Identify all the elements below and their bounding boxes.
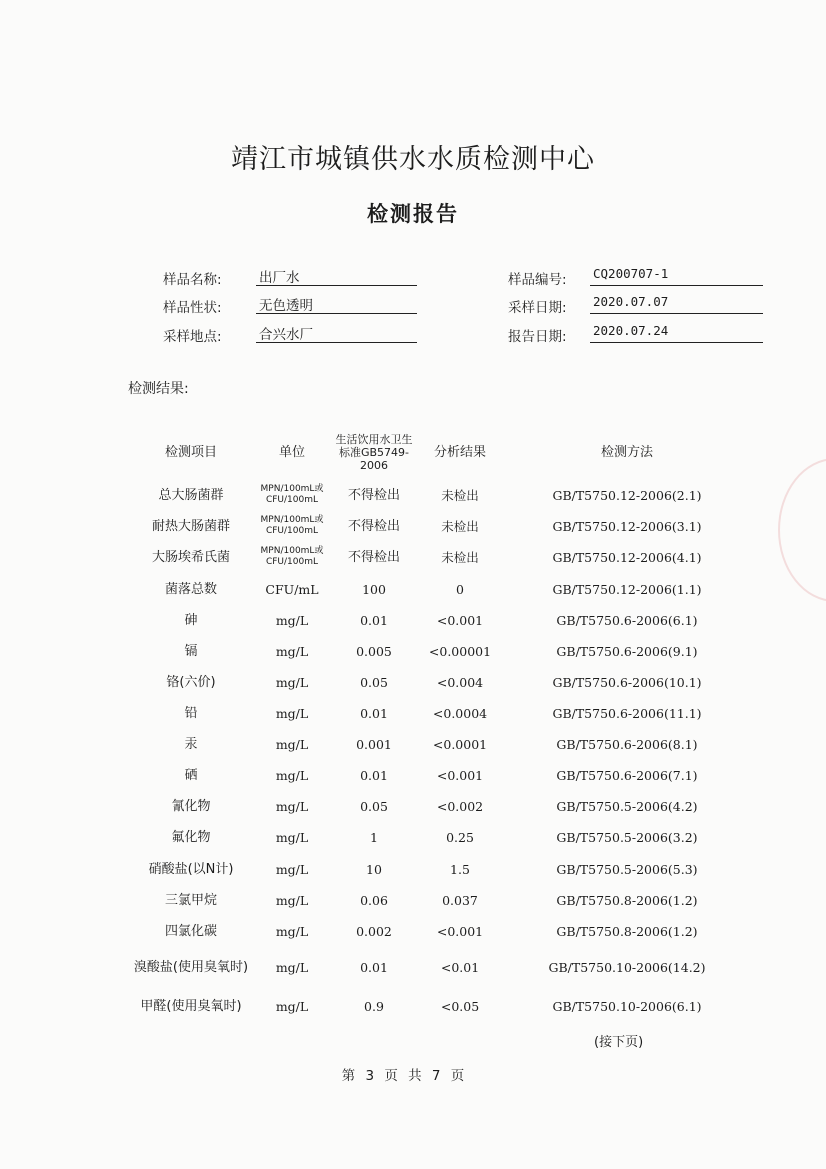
sample-name-value: 出厂水 [256,266,417,286]
cell-result: 0 [456,581,464,597]
cell-unit: mg/L [275,998,309,1014]
cell-unit: MPN/100mL或CFU/100mL [260,484,324,505]
cell-standard: 不得检出 [347,518,400,534]
cell-unit: MPN/100mL或CFU/100mL [260,515,324,536]
cell-standard: 0.05 [360,798,388,814]
cell-standard: 0.01 [360,767,388,783]
header-method: 检测方法 [600,444,653,460]
cell-item: 镉 [184,643,198,659]
cell-method: GB/T5750.6-2006(10.1) [552,674,702,690]
cell-result: 0.25 [446,829,474,845]
cell-item: 汞 [184,736,198,752]
cell-standard: 0.01 [360,705,388,721]
continued-note: (接下页) [594,1035,644,1050]
cell-unit: mg/L [275,798,309,814]
cell-method: GB/T5750.10-2006(14.2) [548,959,706,975]
cell-standard: 0.05 [360,674,388,690]
cell-method: GB/T5750.6-2006(9.1) [556,643,698,659]
cell-standard: 0.9 [364,998,384,1014]
cell-standard: 100 [362,581,386,597]
cell-result: 未检出 [441,487,479,503]
cell-unit: mg/L [275,767,309,783]
cell-standard: 不得检出 [347,487,400,503]
cell-unit: mg/L [275,959,309,975]
sampling-location-label: 采样地点: [163,329,222,345]
cell-item: 氟化物 [171,829,211,845]
cell-unit: mg/L [275,829,309,845]
cell-item: 四氯化碳 [164,923,217,939]
cell-result: <0.001 [436,923,484,939]
cell-method: GB/T5750.12-2006(4.1) [552,549,702,565]
cell-item: 硒 [184,767,198,783]
cell-result: <0.0004 [432,705,488,721]
cell-unit: mg/L [275,674,309,690]
cell-standard: 0.005 [356,643,392,659]
cell-standard: 0.01 [360,612,388,628]
cell-item: 硝酸盐(以N计) [148,861,234,877]
cell-standard: 0.002 [356,923,392,939]
cell-item: 氰化物 [171,798,211,814]
header-unit: 单位 [278,444,305,460]
seal-stamp [778,458,826,602]
organization-name: 靖江市城镇供水水质检测中心 [231,144,595,175]
sample-number-value: CQ200707-1 [590,266,763,286]
cell-standard: 0.001 [356,736,392,752]
cell-unit: mg/L [275,643,309,659]
cell-standard: 0.06 [360,892,388,908]
cell-result: <0.0001 [432,736,488,752]
cell-standard: 1 [370,829,378,845]
sampling-date-label: 采样日期: [508,300,567,316]
cell-unit: mg/L [275,736,309,752]
cell-unit: mg/L [275,612,309,628]
header-item: 检测项目 [164,444,217,460]
cell-unit: mg/L [275,705,309,721]
cell-unit: mg/L [275,892,309,908]
page-number: 第 3 页 共 7 页 [341,1068,465,1084]
cell-result: 1.5 [450,861,470,877]
cell-unit: MPN/100mL或CFU/100mL [260,546,324,567]
cell-unit: CFU/mL [265,581,319,597]
cell-method: GB/T5750.6-2006(8.1) [556,736,698,752]
cell-result: <0.002 [436,798,484,814]
cell-result: 0.037 [442,892,478,908]
cell-method: GB/T5750.8-2006(1.2) [556,892,698,908]
cell-result: 未检出 [441,518,479,534]
cell-method: GB/T5750.6-2006(7.1) [556,767,698,783]
cell-result: <0.001 [436,612,484,628]
cell-item: 耐热大肠菌群 [151,518,230,534]
cell-result: <0.01 [440,959,480,975]
cell-method: GB/T5750.12-2006(2.1) [552,487,702,503]
cell-item: 三氯甲烷 [164,892,217,908]
cell-method: GB/T5750.6-2006(11.1) [552,705,702,721]
sampling-date-value: 2020.07.07 [590,294,763,314]
cell-item: 铅 [184,705,198,721]
cell-item: 铬(六价) [166,674,216,690]
sample-property-value: 无色透明 [256,294,417,314]
header-result: 分析结果 [433,444,486,460]
cell-result: <0.05 [440,998,480,1014]
cell-item: 溴酸盐(使用臭氧时) [133,959,249,975]
report-date-label: 报告日期: [508,329,567,345]
cell-method: GB/T5750.10-2006(6.1) [552,998,702,1014]
cell-item: 大肠埃希氏菌 [151,549,230,565]
cell-unit: mg/L [275,923,309,939]
sampling-location-value: 合兴水厂 [256,323,417,343]
cell-item: 菌落总数 [164,581,217,597]
header-standard: 生活饮用水卫生标准GB5749-2006 [335,432,413,472]
cell-standard: 0.01 [360,959,388,975]
report-date-value: 2020.07.24 [590,323,763,343]
cell-standard: 不得检出 [347,549,400,565]
sample-property-label: 样品性状: [163,300,222,316]
cell-method: GB/T5750.5-2006(5.3) [556,861,698,877]
cell-result: <0.00001 [428,643,492,659]
sample-number-label: 样品编号: [508,272,567,288]
cell-standard: 10 [366,861,382,877]
cell-method: GB/T5750.12-2006(3.1) [552,518,702,534]
cell-method: GB/T5750.5-2006(3.2) [556,829,698,845]
sample-name-label: 样品名称: [163,272,222,288]
cell-method: GB/T5750.12-2006(1.1) [552,581,702,597]
cell-method: GB/T5750.6-2006(6.1) [556,612,698,628]
results-label: 检测结果: [128,381,189,397]
cell-result: <0.004 [436,674,484,690]
cell-result: 未检出 [441,549,479,565]
report-title: 检测报告 [367,202,459,226]
cell-item: 甲醛(使用臭氧时) [140,998,242,1014]
cell-unit: mg/L [275,861,309,877]
cell-item: 砷 [184,612,198,628]
cell-method: GB/T5750.8-2006(1.2) [556,923,698,939]
cell-result: <0.001 [436,767,484,783]
cell-item: 总大肠菌群 [158,487,224,503]
cell-method: GB/T5750.5-2006(4.2) [556,798,698,814]
